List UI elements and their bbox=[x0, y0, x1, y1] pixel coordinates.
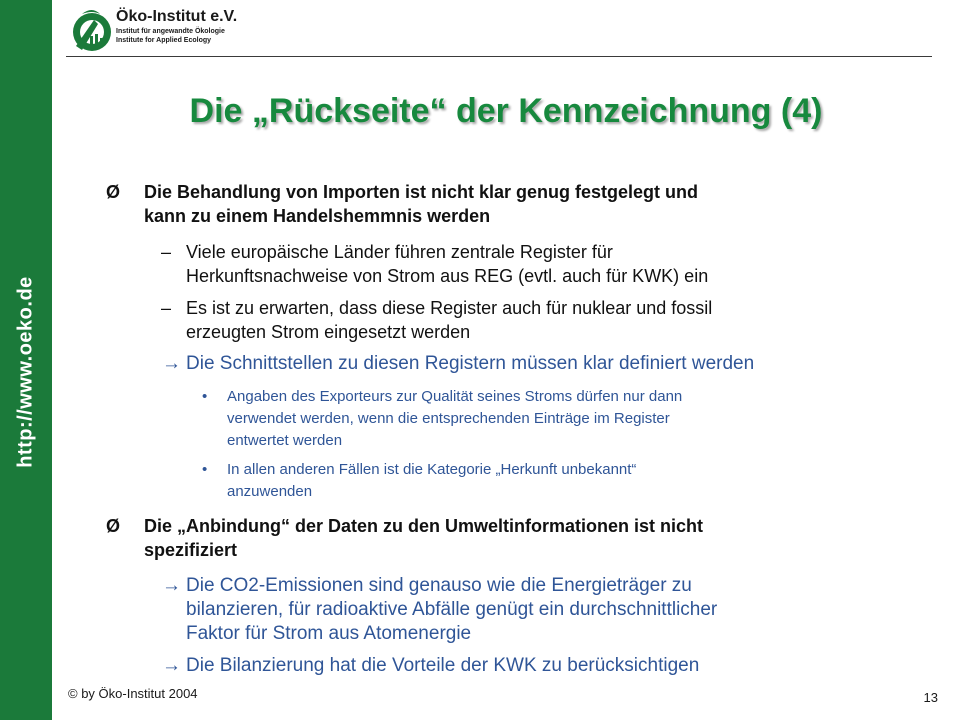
header-divider bbox=[66, 56, 932, 57]
dot-marker: • bbox=[202, 388, 208, 405]
logo-name: Öko-Institut e.V. bbox=[116, 8, 238, 25]
sidebar-band bbox=[0, 0, 52, 720]
dash-marker: – bbox=[161, 242, 172, 262]
arrow-bullet-text-line: Faktor für Strom aus Atomenergie bbox=[186, 623, 472, 644]
sub-bullet-text-line: erzeugten Strom eingesetzt werden bbox=[186, 322, 471, 342]
oeko-institut-logo bbox=[70, 6, 260, 60]
dot-bullet-text-line: verwendet werden, wenn die entsprechenden Einträge im Register bbox=[227, 410, 670, 427]
arrow-bullet-text-line: Die Schnittstellen zu diesen Registern müssen klar definiert werden bbox=[186, 353, 755, 374]
bullet-arrow-icon: Ø bbox=[106, 182, 121, 202]
logo-mark-icon bbox=[70, 6, 112, 56]
dot-bullet-text-line: entwertet werden bbox=[227, 432, 343, 449]
footer-copyright: © by Öko-Institut 2004 bbox=[68, 686, 198, 701]
logo-subtitle-en: Institute for Applied Ecology bbox=[116, 37, 212, 44]
logo-subtitle-de: Institut für angewandte Ökologie bbox=[116, 28, 225, 35]
dot-bullet-text-line: anzuwenden bbox=[227, 483, 313, 500]
sidebar-url: http://www.oeko.de bbox=[14, 276, 37, 468]
arrow-bullet-text-line: Die CO2-Emissionen sind genauso wie die Energieträger zu bbox=[186, 575, 692, 596]
sub-bullet-text-line: Herkunftsnachweise von Strom aus REG (evtl. auch für KWK) ein bbox=[186, 266, 709, 286]
bullet-arrow-icon: Ø bbox=[106, 516, 121, 536]
dash-marker: – bbox=[161, 298, 172, 318]
dot-marker: • bbox=[202, 461, 208, 478]
page-number: 13 bbox=[923, 690, 938, 705]
arrow-bullet-text-line: Die Bilanzierung hat die Vorteile der KWK zu berücksichtigen bbox=[186, 655, 700, 676]
sub-bullet-text-line: Es ist zu erwarten, dass diese Register auch für nuklear und fossil bbox=[186, 298, 713, 318]
implies-arrow-icon: → bbox=[162, 655, 181, 676]
bullet-text-line: spezifiziert bbox=[144, 540, 238, 560]
slide-title: Die „Rückseite“ der Kennzeichnung (4) bbox=[189, 92, 823, 130]
sub-bullet-text-line: Viele europäische Länder führen zentrale Register für bbox=[186, 242, 613, 262]
dot-bullet-text-line: In allen anderen Fällen ist die Kategorie „Herkunft unbekannt“ bbox=[227, 461, 637, 478]
dot-bullet-text-line: Angaben des Exporteurs zur Qualität seines Stroms dürfen nur dann bbox=[227, 388, 683, 405]
bullet-text-line: Die Behandlung von Importen ist nicht klar genug festgelegt und bbox=[144, 182, 699, 202]
implies-arrow-icon: → bbox=[162, 575, 181, 596]
implies-arrow-icon: → bbox=[162, 353, 181, 374]
bullet-text-line: kann zu einem Handelshemmnis werden bbox=[144, 206, 491, 226]
bullet-text-line: Die „Anbindung“ der Daten zu den Umweltinformationen ist nicht bbox=[144, 516, 704, 536]
arrow-bullet-text-line: bilanzieren, für radioaktive Abfälle genügt ein durchschnittlicher bbox=[186, 599, 718, 620]
